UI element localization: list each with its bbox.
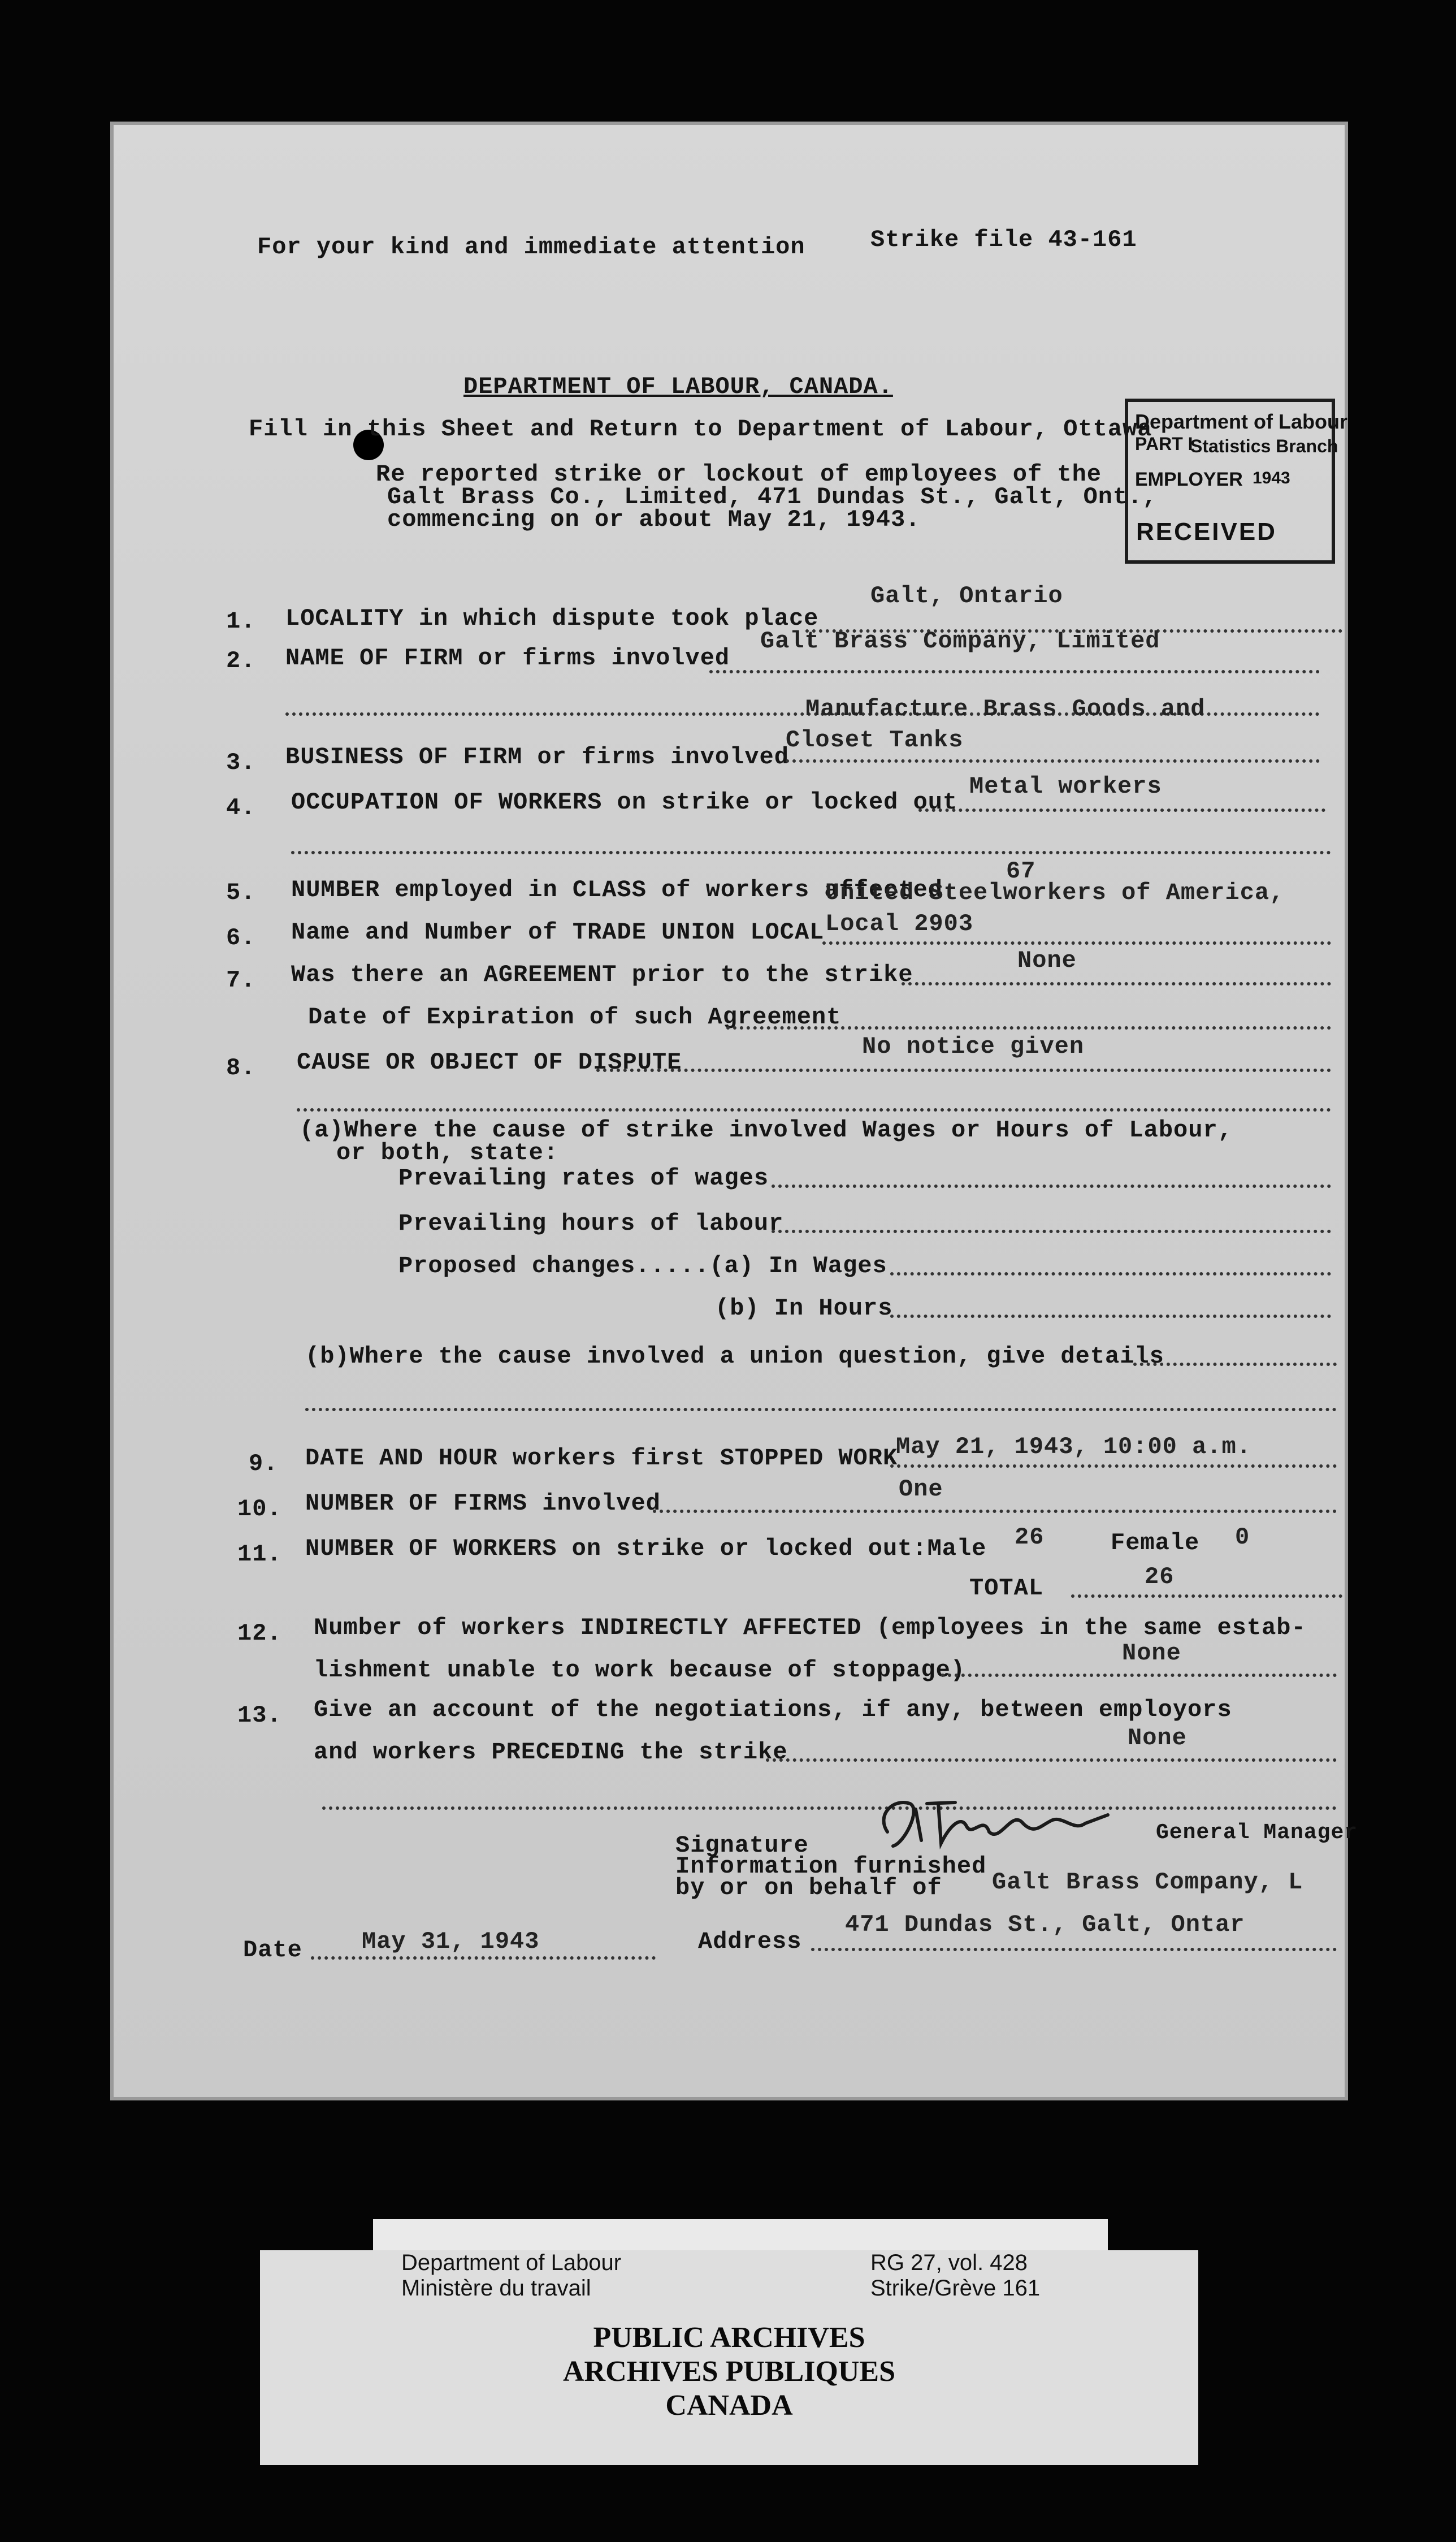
fill-line xyxy=(653,1510,1337,1513)
address-label: Address xyxy=(698,1928,802,1955)
cause-value: No notice given xyxy=(862,1033,1085,1060)
agreement-expiration-label: Date of Expiration of such Agreement xyxy=(308,1004,842,1031)
stamp-received: RECEIVED xyxy=(1136,518,1277,546)
re-line-1: Re reported strike or lockout of employees of the xyxy=(376,461,1102,488)
fill-line xyxy=(890,1272,1331,1276)
business-value-line-2: Closet Tanks xyxy=(786,727,964,754)
cause-label: CAUSE OR OBJECT OF DISPUTE xyxy=(297,1049,682,1076)
total-label: TOTAL xyxy=(969,1575,1044,1602)
fill-line xyxy=(890,1315,1331,1318)
union-label: Name and Number of TRADE UNION LOCAL xyxy=(291,919,825,946)
stamp-employer: EMPLOYER xyxy=(1135,469,1243,490)
stamp-part: PART I xyxy=(1135,434,1193,454)
item-number: 3. xyxy=(226,749,256,776)
archive-title-fr: ARCHIVES PUBLIQUES xyxy=(562,2355,896,2388)
negotiations-line-1: Give an account of the negotiations, if any, between employors xyxy=(314,1696,1232,1723)
item-number: 2. xyxy=(226,647,256,675)
item-number: 6. xyxy=(226,924,256,952)
indirectly-affected-line-2: lishment unable to work because of stoppage) xyxy=(314,1657,965,1684)
item-number: 13. xyxy=(237,1702,282,1729)
wages-hours-line-1: (a)Where the cause of strike involved Wages or Hours of Labour, xyxy=(300,1117,1233,1144)
archive-dept-en: Department of Labour xyxy=(401,2250,622,2275)
archive-title-en: PUBLIC ARCHIVES xyxy=(593,2321,865,2354)
strike-file-number: Strike file 43-161 xyxy=(870,226,1137,253)
agreement-value: None xyxy=(1017,947,1077,974)
archive-label xyxy=(260,2250,1198,2465)
signer-title: General Manager xyxy=(1156,1821,1358,1845)
info-furnished-label: Information furnished xyxy=(675,1853,987,1880)
prevailing-hours-label: Prevailing hours of labour xyxy=(398,1210,784,1237)
union-value-line-1: United Steelworkers of America, xyxy=(825,879,1285,906)
item-number: 10. xyxy=(237,1495,282,1523)
item-number: 1. xyxy=(226,608,256,635)
wages-hours-line-2: or both, state: xyxy=(336,1139,559,1166)
fill-line xyxy=(311,1956,656,1960)
firm-name-value: Galt Brass Company, Limited xyxy=(760,628,1160,655)
fill-line xyxy=(811,1948,1337,1951)
form-instruction: Fill in this Sheet and Return to Department of Labour, Ottawa xyxy=(249,416,1152,443)
agreement-label: Was there an AGREEMENT prior to the strike xyxy=(291,961,913,988)
fill-line xyxy=(1133,1363,1337,1366)
fill-line xyxy=(902,982,1331,985)
fill-line xyxy=(772,1230,1331,1233)
item-number: 9. xyxy=(249,1450,279,1477)
fill-line xyxy=(709,670,1320,673)
archive-dept-fr: Ministère du travail xyxy=(401,2276,591,2301)
archive-strike: Strike/Grève 161 xyxy=(870,2276,1041,2301)
fill-line xyxy=(596,1069,1331,1072)
prevailing-rates-label: Prevailing rates of wages xyxy=(398,1165,769,1192)
negotiations-value: None xyxy=(1128,1724,1187,1752)
fill-line xyxy=(726,1026,1331,1030)
workers-on-strike-label: NUMBER OF WORKERS on strike or locked out:Male xyxy=(305,1535,987,1562)
fill-line xyxy=(297,1108,1331,1112)
item-number: 7. xyxy=(226,967,256,994)
re-line-2: Galt Brass Co., Limited, 471 Dundas St., Galt, Ont., xyxy=(387,483,1158,511)
negotiations-line-2: and workers PRECEDING the strike xyxy=(314,1739,788,1766)
business-label: BUSINESS OF FIRM or firms involved xyxy=(285,743,789,771)
form-sheet xyxy=(110,122,1358,2100)
indirectly-affected-line-1: Number of workers INDIRECTLY AFFECTED (employees in the same estab- xyxy=(314,1614,1306,1641)
fill-line xyxy=(766,1758,1337,1762)
re-line-3: commencing on or about May 21, 1943. xyxy=(387,506,921,533)
date-label: Date xyxy=(243,1936,302,1964)
fill-line xyxy=(822,941,1331,945)
fill-line xyxy=(322,1806,1337,1810)
occupation-value: Metal workers xyxy=(969,773,1162,800)
number-employed-label: NUMBER employed in CLASS of workers affected xyxy=(291,876,943,903)
proposed-wages-label: Proposed changes.....(a) In Wages xyxy=(398,1252,887,1279)
firm-name-label: NAME OF FIRM or firms involved xyxy=(285,645,730,672)
fill-line xyxy=(291,851,1331,854)
item-number: 4. xyxy=(226,794,256,822)
union-value-line-2: Local 2903 xyxy=(825,910,974,937)
date-stopped-value: May 21, 1943, 10:00 a.m. xyxy=(896,1433,1251,1460)
number-employed-value: 67 xyxy=(1006,858,1036,885)
firms-involved-value: One xyxy=(899,1476,943,1503)
archive-title-canada: CANADA xyxy=(665,2389,793,2422)
fill-line xyxy=(305,1408,1337,1411)
female-label: Female xyxy=(1111,1529,1200,1557)
item-number: 5. xyxy=(226,879,256,906)
item-number: 11. xyxy=(237,1541,282,1568)
occupation-label: OCCUPATION OF WORKERS on strike or locked out xyxy=(291,789,958,816)
proposed-hours-label: (b) In Hours xyxy=(715,1295,893,1322)
form-title: DEPARTMENT OF LABOUR, CANADA. xyxy=(463,373,893,400)
attention-note: For your kind and immediate attention xyxy=(257,234,805,261)
item-number: 12. xyxy=(237,1620,282,1647)
on-behalf-label: by or on behalf of xyxy=(675,1874,942,1901)
total-count-value: 26 xyxy=(1145,1563,1175,1590)
indirectly-affected-value: None xyxy=(1122,1640,1181,1667)
date-stopped-label: DATE AND HOUR workers first STOPPED WORK xyxy=(305,1445,898,1472)
archive-rg: RG 27, vol. 428 xyxy=(870,2250,1028,2275)
fill-line xyxy=(1071,1594,1342,1598)
locality-value: Galt, Ontario xyxy=(870,582,1063,609)
stamp-department: Department of Labour xyxy=(1135,410,1348,433)
fill-line xyxy=(918,809,1325,812)
firms-involved-label: NUMBER OF FIRMS involved xyxy=(305,1490,661,1517)
fill-line xyxy=(941,1674,1337,1677)
locality-label: LOCALITY in which dispute took place xyxy=(285,605,819,632)
signature-label: Signature xyxy=(675,1832,809,1859)
signature xyxy=(870,1792,1153,1854)
fill-line xyxy=(772,1184,1331,1188)
business-value-line-1: Manufacture Brass Goods and xyxy=(805,695,1206,723)
received-stamp xyxy=(1125,399,1348,564)
fill-line xyxy=(786,759,1320,763)
company-value: Galt Brass Company, L xyxy=(992,1869,1303,1896)
female-count-value: 0 xyxy=(1235,1524,1250,1551)
item-number: 8. xyxy=(226,1054,256,1082)
male-count-value: 26 xyxy=(1015,1524,1045,1551)
fill-line xyxy=(890,1464,1337,1468)
address-value: 471 Dundas St., Galt, Ontar xyxy=(845,1911,1245,1938)
date-value: May 31, 1943 xyxy=(362,1928,540,1955)
union-question-label: (b)Where the cause involved a union question, give details xyxy=(305,1343,1164,1370)
stamp-year: 1943 xyxy=(1253,469,1290,487)
stamp-branch: Statistics Branch xyxy=(1190,436,1338,456)
